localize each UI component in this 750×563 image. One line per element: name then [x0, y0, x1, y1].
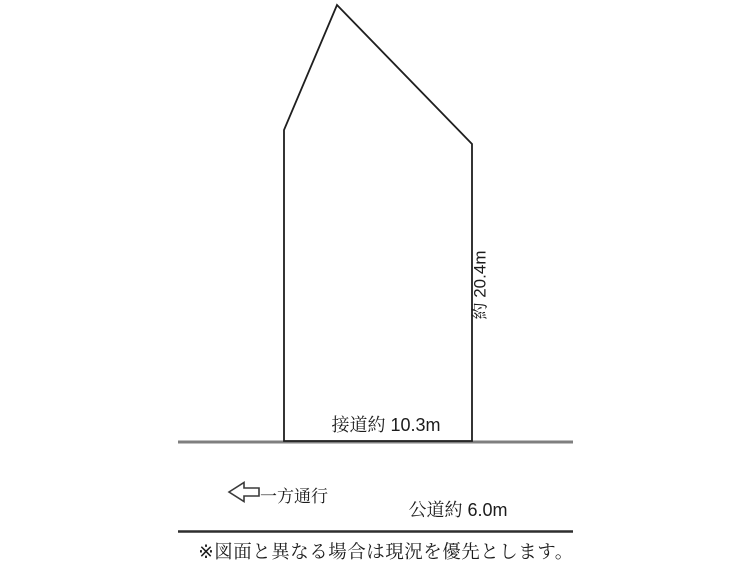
- one-way-traffic-label: 一方通行: [260, 487, 328, 506]
- lot-outline: [284, 5, 472, 441]
- frontage-dimension-label: 接道約 10.3m: [331, 415, 441, 435]
- one-way-left-arrow-icon: [229, 483, 259, 502]
- depth-dimension-label: 約 20.4m: [470, 250, 490, 320]
- disclaimer-note: ※図面と異なる場合は現況を優先とします。: [198, 541, 574, 562]
- road-width-label: 公道約 6.0m: [408, 500, 508, 520]
